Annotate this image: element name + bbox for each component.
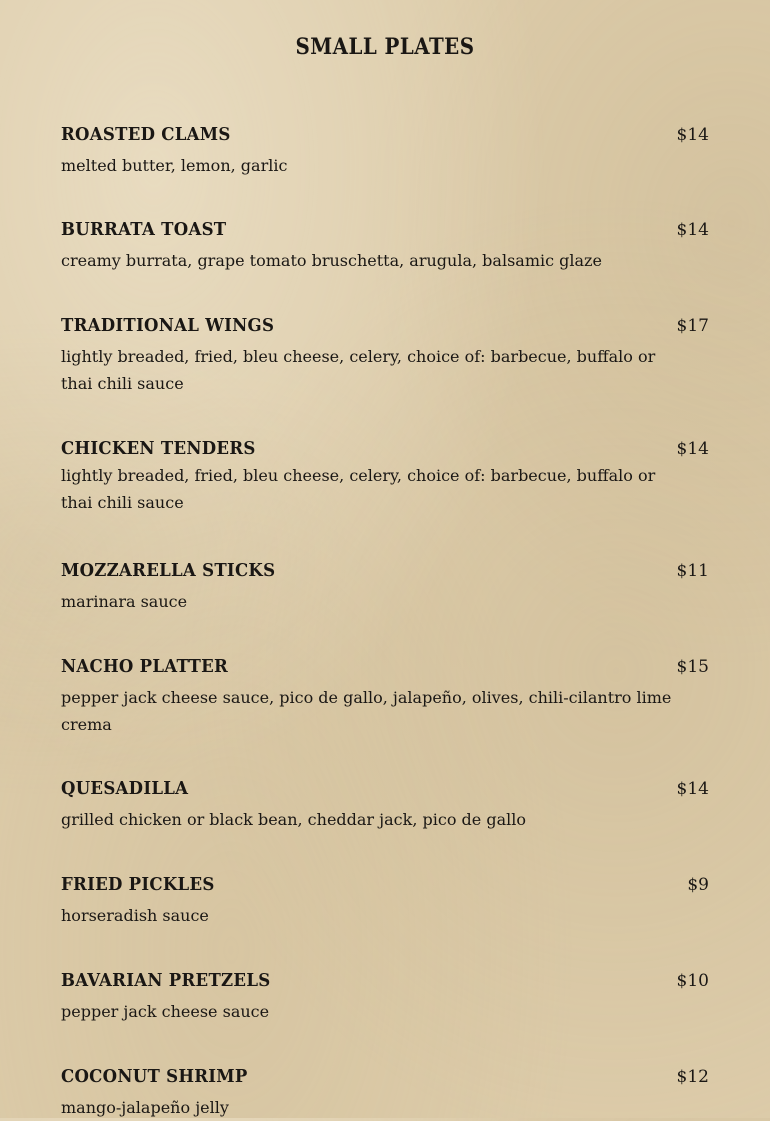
item-description: mango-jalapeño jelly [61, 1098, 229, 1117]
item-description: pepper jack cheese sauce, pico de gallo, jalapeño, olives, chili-cilantro lime crema [61, 688, 672, 734]
item-name: BAVARIAN PRETZELS [61, 970, 271, 991]
menu-item-mozzarella-sticks [61, 560, 709, 615]
item-price: $15 [676, 657, 709, 677]
item-price: $12 [676, 1067, 709, 1087]
menu-item-nacho-platter [61, 656, 709, 738]
menu-item-roasted-clams [61, 124, 709, 179]
item-name: MOZZARELLA STICKS [61, 560, 276, 581]
item-price: $14 [676, 439, 709, 459]
item-price: $17 [676, 316, 709, 336]
item-description: pepper jack cheese sauce [61, 1002, 270, 1021]
menu-item-burrata-toast [61, 219, 709, 274]
menu-item-fried-pickles [61, 874, 709, 929]
item-price: $10 [676, 971, 709, 991]
item-name: ROASTED CLAMS [61, 124, 231, 145]
item-price: $14 [676, 125, 709, 145]
item-name: QUESADILLA [61, 778, 189, 799]
item-description: horseradish sauce [61, 906, 209, 925]
item-name: CHICKEN TENDERS [61, 438, 256, 459]
menu-item-chicken-tenders [61, 438, 709, 516]
item-name: BURRATA TOAST [61, 219, 227, 240]
item-name: TRADITIONAL WINGS [61, 315, 275, 336]
item-name: NACHO PLATTER [61, 656, 229, 677]
menu-item-bavarian-pretzels [61, 970, 709, 1025]
section-title: SMALL PLATES [295, 34, 475, 60]
item-price: $14 [676, 779, 709, 799]
item-description: lightly breaded, fried, bleu cheese, celery, choice of: barbecue, buffalo or thai chili sauce [61, 466, 656, 512]
item-name: FRIED PICKLES [61, 874, 215, 895]
item-name: COCONUT SHRIMP [61, 1066, 248, 1087]
item-price: $11 [676, 561, 709, 581]
item-description: melted butter, lemon, garlic [61, 156, 288, 175]
item-description: creamy burrata, grape tomato bruschetta, arugula, balsamic glaze [61, 251, 602, 270]
item-description: lightly breaded, fried, bleu cheese, celery, choice of: barbecue, buffalo or thai chili sauce [61, 347, 656, 393]
menu-item-traditional-wings [61, 315, 709, 397]
menu-item-coconut-shrimp [61, 1066, 709, 1121]
item-price: $14 [676, 220, 709, 240]
item-description: grilled chicken or black bean, cheddar jack, pico de gallo [61, 810, 526, 829]
menu-item-quesadilla [61, 778, 709, 833]
item-price: $9 [687, 875, 709, 895]
item-description: marinara sauce [61, 592, 188, 611]
